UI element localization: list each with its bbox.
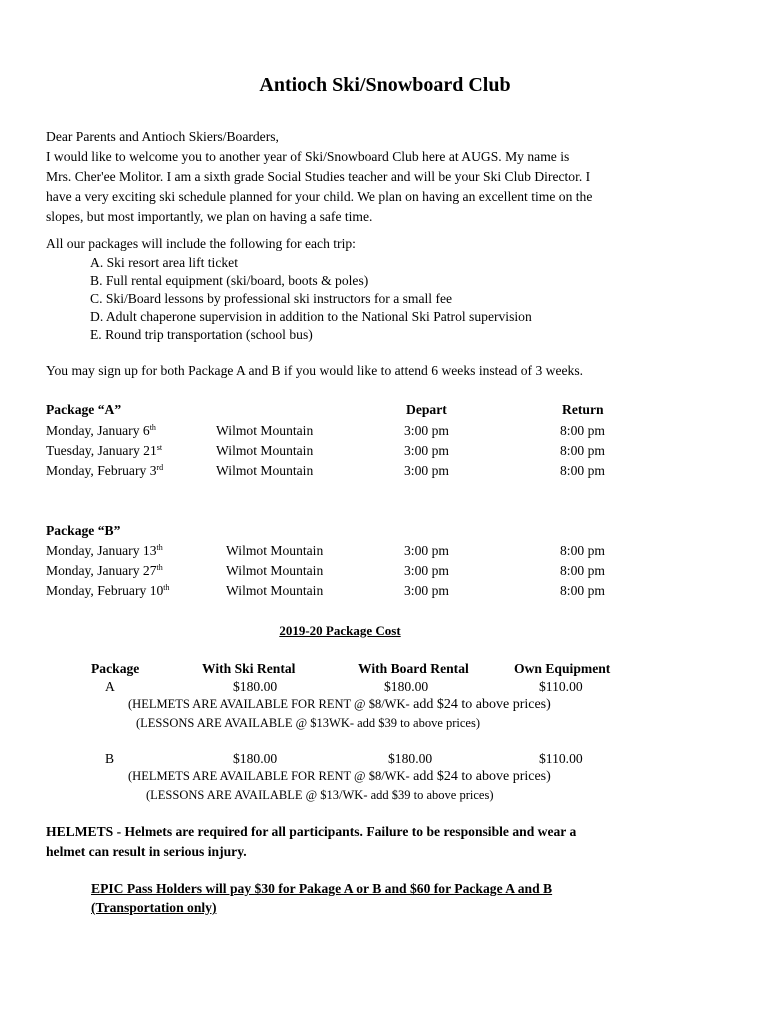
cost-ski: $180.00 [233, 679, 278, 694]
cost-row-b [0, 751, 770, 771]
lessons-note-a: (LESSONS ARE AVAILABLE @ $13WK- add $39 to above prices) [136, 716, 481, 730]
trip-date: Tuesday, January 21st [46, 443, 163, 458]
cost-header-package: Package [91, 661, 140, 676]
cost-package: A [105, 679, 115, 694]
greeting: Dear Parents and Antioch Skiers/Boarders, [46, 129, 279, 144]
intro-line: Mrs. Cher'ee Molitor. I am a sixth grade Social Studies teacher and will be your Ski Club Director. I [46, 169, 591, 184]
trip-location: Wilmot Mountain [226, 583, 324, 598]
trip-return: 8:00 pm [560, 423, 605, 438]
trip-date: Monday, February 10th [46, 583, 170, 598]
list-item: E. Round trip transportation (school bus) [90, 327, 313, 342]
cost-ski: $180.00 [233, 751, 278, 766]
depart-header: Depart [406, 402, 447, 417]
table-row [0, 563, 770, 583]
trip-date: Monday, January 6th [46, 423, 156, 438]
helmets-notice: HELMETS - Helmets are required for all participants. Failure to be responsible and wear a helmet can result in serious injury. [46, 824, 577, 859]
trip-return: 8:00 pm [560, 543, 605, 558]
list-item: D. Adult chaperone supervision in addition to the National Ski Patrol supervision [90, 309, 532, 324]
includes-list [90, 254, 532, 344]
trip-return: 8:00 pm [560, 563, 605, 578]
cost-board: $180.00 [384, 679, 429, 694]
lessons-note-b: (LESSONS ARE AVAILABLE @ $13/WK- add $39 to above prices) [146, 788, 494, 802]
table-row [0, 583, 770, 603]
cost-row-a [0, 679, 770, 699]
epic-pass-notice: EPIC Pass Holders will pay $30 for Pakage A or B and $60 for Package A and B (Transportation only) [91, 881, 553, 915]
list-item: B. Full rental equipment (ski/board, boots & poles) [90, 273, 369, 288]
page-title: Antioch Ski/Snowboard Club [259, 74, 511, 96]
intro-line: slopes, but most importantly, we plan on having a safe time. [46, 209, 373, 224]
trip-depart: 3:00 pm [404, 543, 449, 558]
cost-header-own: Own Equipment [514, 661, 611, 676]
cost-heading: 2019-20 Package Cost [279, 623, 401, 638]
cost-board: $180.00 [388, 751, 433, 766]
trip-depart: 3:00 pm [404, 423, 449, 438]
trip-date: Monday, February 3rd [46, 463, 164, 478]
table-row [0, 443, 770, 463]
trip-depart: 3:00 pm [404, 563, 449, 578]
trip-depart: 3:00 pm [404, 443, 449, 458]
packages-intro: All our packages will include the following for each trip: [46, 236, 356, 251]
intro-paragraph [46, 127, 671, 227]
trip-location: Wilmot Mountain [226, 563, 324, 578]
table-row [0, 463, 770, 483]
package-b-header [0, 523, 770, 543]
intro-line: I would like to welcome you to another year of Ski/Snowboard Club here at AUGS. My name is [46, 149, 570, 164]
cost-header-board: With Board Rental [358, 661, 469, 676]
package-a-header [0, 402, 770, 422]
list-item: C. Ski/Board lessons by professional ski instructors for a small fee [90, 291, 453, 306]
trip-location: Wilmot Mountain [216, 443, 314, 458]
package-a-label: Package “A” [46, 402, 122, 417]
trip-location: Wilmot Mountain [226, 543, 324, 558]
return-header: Return [562, 402, 604, 417]
helmet-rental-note-b: (HELMETS ARE AVAILABLE FOR RENT @ $8/WK- add $24 to above prices) [128, 769, 551, 784]
cost-header-ski: With Ski Rental [202, 661, 296, 676]
trip-date: Monday, January 27th [46, 563, 163, 578]
trip-location: Wilmot Mountain [216, 423, 314, 438]
cost-header-row [0, 661, 770, 681]
cost-own: $110.00 [539, 679, 583, 694]
package-b-label: Package “B” [46, 523, 121, 538]
trip-return: 8:00 pm [560, 463, 605, 478]
trip-return: 8:00 pm [560, 583, 605, 598]
cost-own: $110.00 [539, 751, 583, 766]
signup-note: You may sign up for both Package A and B if you would like to attend 6 weeks instead of 3 weeks. [46, 363, 584, 378]
intro-line: have a very exciting ski schedule planned for your child. We plan on having an excellent time on the [46, 189, 593, 204]
helmet-rental-note-a: (HELMETS ARE AVAILABLE FOR RENT @ $8/WK- add $24 to above prices) [128, 697, 551, 712]
cost-package: B [105, 751, 115, 766]
trip-depart: 3:00 pm [404, 583, 449, 598]
trip-date: Monday, January 13th [46, 543, 163, 558]
table-row [0, 543, 770, 563]
table-row [0, 423, 770, 443]
trip-location: Wilmot Mountain [216, 463, 314, 478]
trip-return: 8:00 pm [560, 443, 605, 458]
trip-depart: 3:00 pm [404, 463, 449, 478]
list-item: A. Ski resort area lift ticket [90, 255, 238, 270]
